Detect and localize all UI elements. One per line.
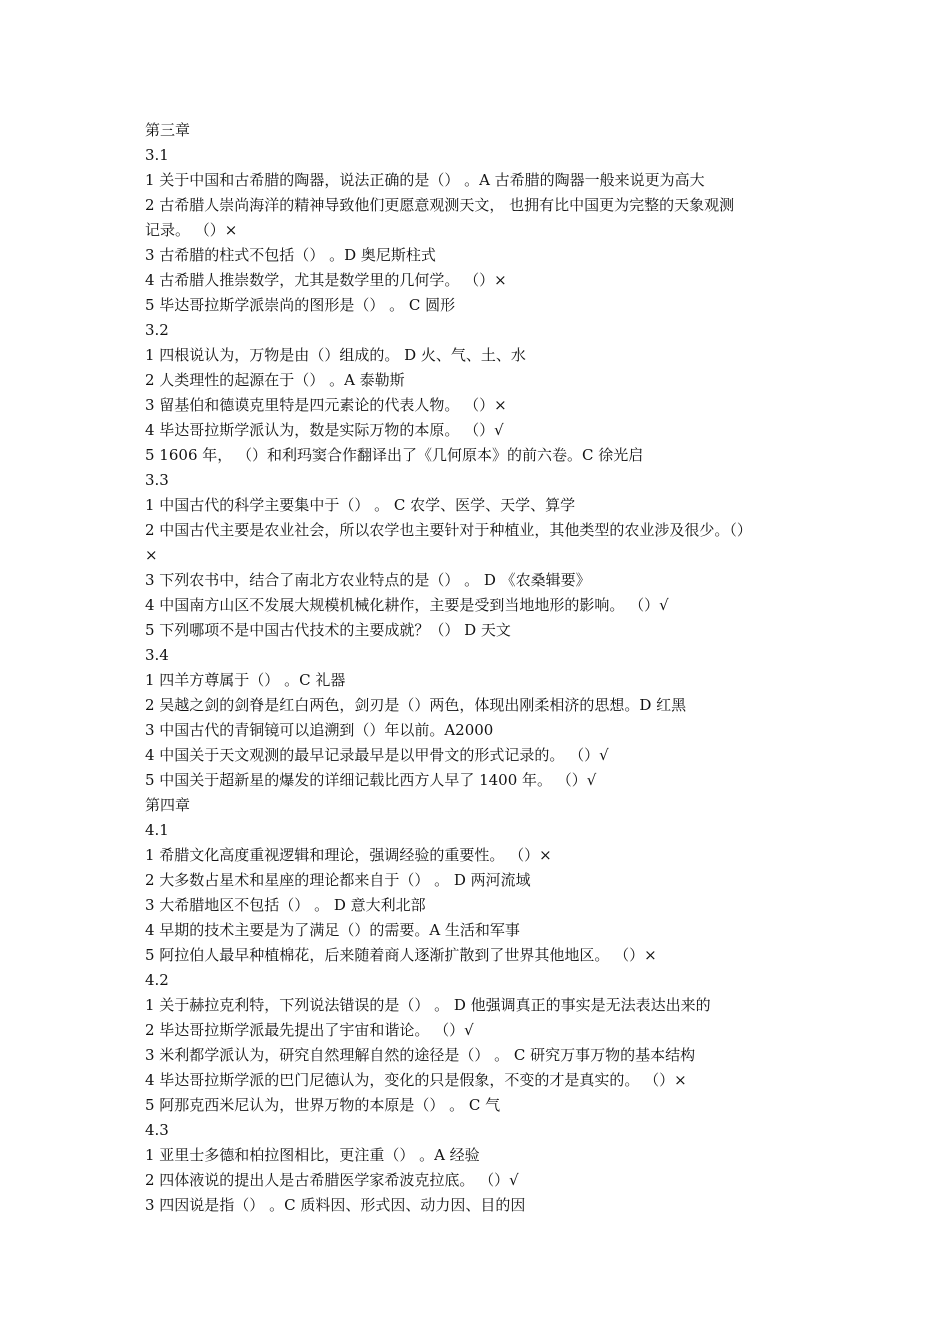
- question-line: 2 四体液说的提出人是古希腊医学家希波克拉底。 （）√: [145, 1171, 519, 1189]
- question-line: 5 阿拉伯人最早种植棉花，后来随着商人逐渐扩散到了世界其他地区。 （）×: [145, 946, 657, 964]
- question-line: 5 阿那克西米尼认为，世界万物的本原是（） 。 C 气: [145, 1096, 501, 1114]
- question-line: ×: [145, 546, 158, 564]
- document-page: [145, 118, 825, 1218]
- question-line: 5 1606 年， （）和利玛窦合作翻译出了《几何原本》的前六卷。C 徐光启: [145, 446, 644, 464]
- question-line: 4 毕达哥拉斯学派的巴门尼德认为，变化的只是假象，不变的才是真实的。 （）×: [145, 1071, 687, 1089]
- question-line: 3 留基伯和德谟克里特是四元素论的代表人物。 （）×: [145, 396, 507, 414]
- question-line: 3 中国古代的青铜镜可以追溯到（）年以前。A2000: [145, 721, 494, 739]
- question-line: 1 希腊文化高度重视逻辑和理论，强调经验的重要性。 （）×: [145, 846, 552, 864]
- section-heading: 3.2: [145, 321, 169, 339]
- question-line: 4 毕达哥拉斯学派认为，数是实际万物的本原。 （）√: [145, 421, 504, 439]
- section-heading: 3.3: [145, 471, 169, 489]
- question-line: 3 四因说是指（） 。C 质料因、形式因、动力因、目的因: [145, 1196, 526, 1214]
- question-line: 2 毕达哥拉斯学派最先提出了宇宙和谐论。 （）√: [145, 1021, 474, 1039]
- question-line: 1 亚里士多德和柏拉图相比，更注重（） 。A 经验: [145, 1146, 480, 1164]
- question-line: 5 下列哪项不是中国古代技术的主要成就？（） D 天文: [145, 621, 511, 639]
- question-line: 记录。 （）×: [145, 221, 238, 239]
- question-line: 1 关于中国和古希腊的陶器，说法正确的是（） 。A 古希腊的陶器一般来说更为高大: [145, 171, 705, 189]
- question-line: 3 下列农书中，结合了南北方农业特点的是（） 。 D 《农桑辑要》: [145, 571, 591, 589]
- question-line: 1 四羊方尊属于（） 。C 礼器: [145, 671, 346, 689]
- section-heading: 3.4: [145, 646, 169, 664]
- question-line: 1 四根说认为，万物是由（）组成的。 D 火、气、土、水: [145, 346, 526, 364]
- chapter-heading: 第四章: [145, 796, 191, 814]
- section-heading: 3.1: [145, 146, 169, 164]
- section-heading: 4.3: [145, 1121, 169, 1139]
- question-line: 4 中国关于天文观测的最早记录最早是以甲骨文的形式记录的。 （）√: [145, 746, 609, 764]
- question-line: 5 中国关于超新星的爆发的详细记载比西方人早了 1400 年。 （）√: [145, 771, 597, 789]
- question-line: 3 古希腊的柱式不包括（） 。D 奥尼斯柱式: [145, 246, 436, 264]
- question-line: 5 毕达哥拉斯学派崇尚的图形是（） 。 C 圆形: [145, 296, 456, 314]
- question-line: 1 中国古代的科学主要集中于（） 。 C 农学、医学、天学、算学: [145, 496, 576, 514]
- question-line: 2 人类理性的起源在于（） 。A 泰勒斯: [145, 371, 405, 389]
- section-heading: 4.1: [145, 821, 169, 839]
- question-line: 4 中国南方山区不发展大规模机械化耕作，主要是受到当地地形的影响。 （）√: [145, 596, 669, 614]
- section-heading: 4.2: [145, 971, 169, 989]
- question-line: 3 米利都学派认为，研究自然理解自然的途径是（） 。 C 研究万事万物的基本结构: [145, 1046, 696, 1064]
- question-line: 4 早期的技术主要是为了满足（）的需要。A 生活和军事: [145, 921, 520, 939]
- question-line: 2 吴越之剑的剑脊是红白两色，剑刃是（）两色，体现出刚柔相济的思想。D 红黑: [145, 696, 687, 714]
- question-line: 2 大多数占星术和星座的理论都来自于（） 。 D 两河流域: [145, 871, 531, 889]
- chapter-heading: 第三章: [145, 121, 191, 139]
- question-line: 1 关于赫拉克利特，下列说法错误的是（） 。 D 他强调真正的事实是无法表达出来的: [145, 996, 711, 1014]
- question-line: 2 中国古代主要是农业社会，所以农学也主要针对于种植业，其他类型的农业涉及很少。（）: [145, 521, 752, 539]
- question-line: 4 古希腊人推崇数学，尤其是数学里的几何学。 （）×: [145, 271, 507, 289]
- question-line: 3 大希腊地区不包括（） 。 D 意大利北部: [145, 896, 426, 914]
- question-line: 2 古希腊人崇尚海洋的精神导致他们更愿意观测天文， 也拥有比中国更为完整的天象观测: [145, 196, 735, 214]
